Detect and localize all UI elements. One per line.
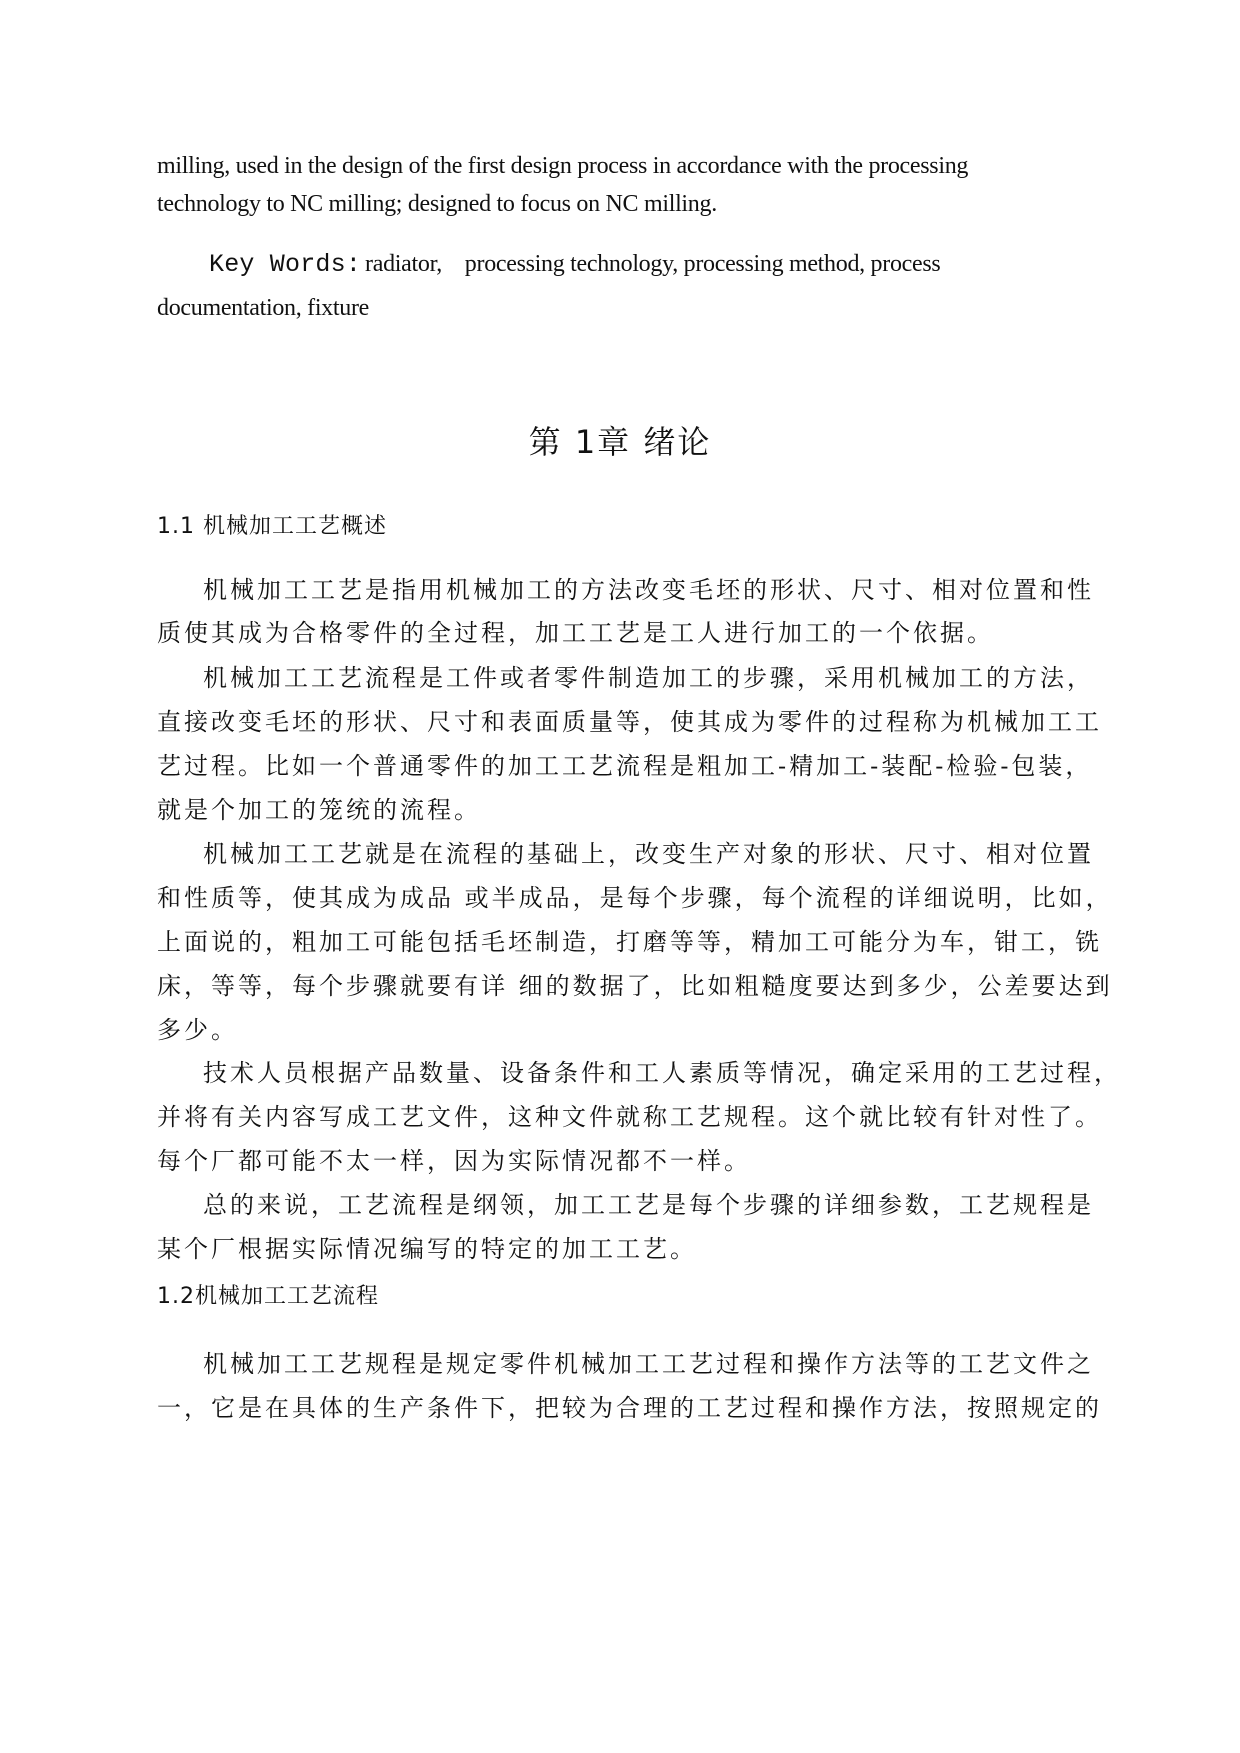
paragraph-line: 上面说的，粗加工可能包括毛坯制造，打磨等等，精加工可能分为车，钳工，铣 [157, 928, 1102, 956]
paragraph-line: 质使其成为合格零件的全过程，加工工艺是工人进行加工的一个依据。 [157, 619, 994, 647]
paragraph-line: 就是个加工的笼统的流程。 [157, 796, 481, 824]
paragraph-line: 和性质等，使其成为成品 或半成品，是每个步骤，每个流程的详细说明，比如， [157, 884, 1113, 912]
keywords-label: Key Words: [209, 250, 362, 279]
paragraph-line: 多少。 [157, 1016, 238, 1044]
chapter-title: 第 1章 绪论 [528, 423, 712, 461]
paragraph-line: 直接改变毛坯的形状、尺寸和表面质量等，使其成为零件的过程称为机械加工工 [157, 708, 1102, 736]
paragraph-line: 技术人员根据产品数量、设备条件和工人素质等情况，确定采用的工艺过程， [203, 1059, 1121, 1087]
paragraph-line: 某个厂根据实际情况编写的特定的加工工艺。 [157, 1235, 697, 1263]
paragraph-line: 并将有关内容写成工艺文件，这种文件就称工艺规程。这个就比较有针对性了。 [157, 1103, 1102, 1131]
abstract-line: technology to NC milling; designed to focus on NC milling. [157, 191, 717, 217]
keywords-text: documentation, fixture [157, 295, 370, 321]
paragraph-line: 床，等等，每个步骤就要有详 细的数据了，比如粗糙度要达到多少，公差要达到 [157, 972, 1113, 1000]
section-heading: 1.1 机械加工工艺概述 [157, 514, 387, 539]
paragraph-line: 机械加工工艺规程是规定零件机械加工工艺过程和操作方法等的工艺文件之 [203, 1350, 1094, 1378]
abstract-line: milling, used in the design of the first design process in accordance with the processing [157, 153, 969, 179]
keywords-text: radiator, processing technology, processing method, process [365, 251, 941, 277]
paragraph-line: 每个厂都可能不太一样，因为实际情况都不一样。 [157, 1147, 751, 1175]
paragraph-line: 艺过程。比如一个普通零件的加工工艺流程是粗加工-精加工-装配-检验-包装， [157, 752, 1093, 780]
paragraph-line: 一，它是在具体的生产条件下，把较为合理的工艺过程和操作方法，按照规定的 [157, 1394, 1102, 1422]
paragraph-line: 机械加工工艺就是在流程的基础上，改变生产对象的形状、尺寸、相对位置 [203, 840, 1094, 868]
paragraph-line: 机械加工工艺流程是工件或者零件制造加工的步骤，采用机械加工的方法， [203, 664, 1094, 692]
paragraph-line: 机械加工工艺是指用机械加工的方法改变毛坯的形状、尺寸、相对位置和性 [203, 576, 1094, 604]
section-heading: 1.2机械加工工艺流程 [157, 1284, 379, 1309]
keywords-line [209, 250, 940, 279]
paragraph-line: 总的来说，工艺流程是纲领，加工工艺是每个步骤的详细参数，工艺规程是 [203, 1191, 1094, 1219]
